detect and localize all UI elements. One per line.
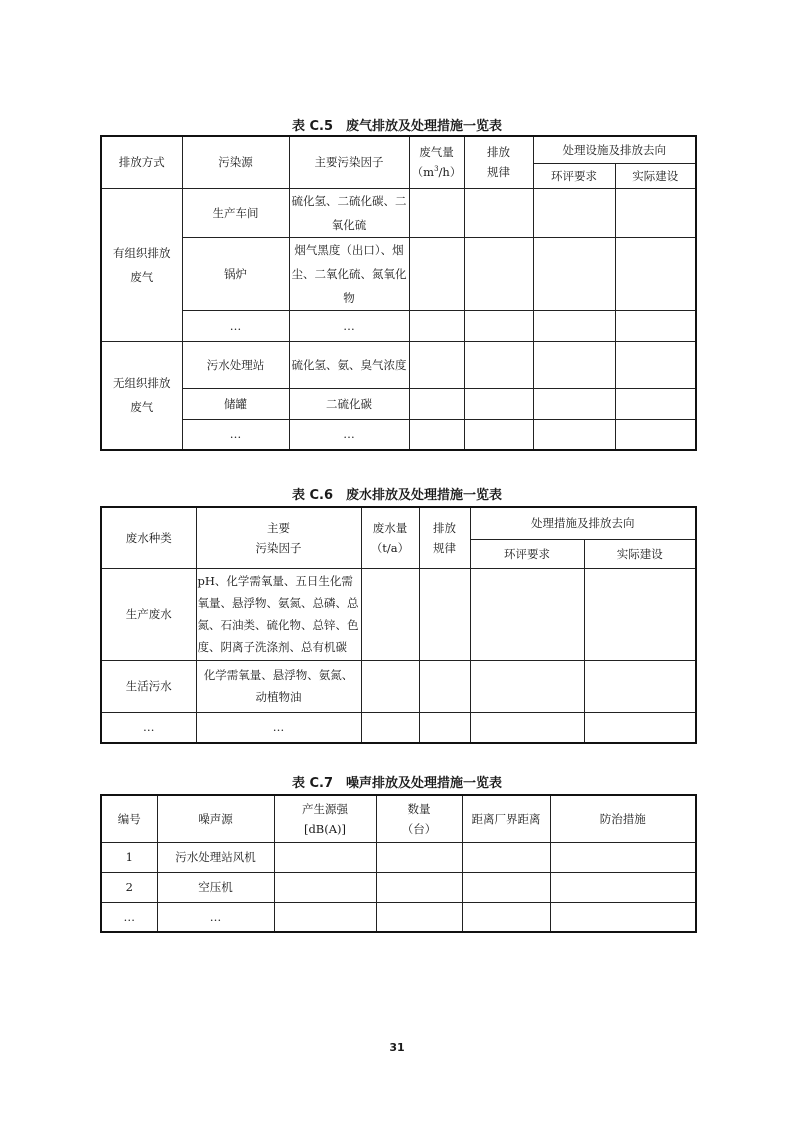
header-treatment: 处理措施及排放去向 [470,507,696,539]
table-cell: 生产废水 [101,568,196,660]
table-cell: 2 [101,872,157,902]
group-unorganized-emission: 无组织排放 废气 [101,341,182,450]
table-cell: … [196,712,361,743]
table-cell: 空压机 [157,872,274,902]
table-cell: 化学需氧量、悬浮物、氨氮、动植物油 [196,660,361,712]
header-actual-construction: 实际建设 [615,163,696,188]
gas-volume-label: 废气量 [419,145,454,160]
header-pollution-source: 污染源 [182,136,289,188]
header-emission-mode: 排放方式 [101,136,182,188]
gas-volume-unit: $(m^3/h)$ [411,165,462,180]
header-actual-construction: 实际建设 [584,539,696,568]
exhaust-gas-table [100,135,697,451]
table-cell: 污水处理站风机 [157,842,274,872]
wastewater-table [100,506,697,744]
header-eia-requirement: 环评要求 [533,163,615,188]
table-cell: … [289,310,409,341]
header-quantity: 数量 （台） [376,795,462,842]
table-cell: 污水处理站 [182,341,289,388]
header-main-factor: 主要 污染因子 [196,507,361,568]
table-cell: … [182,310,289,341]
header-control-measures: 防治措施 [550,795,696,842]
header-wastewater-type: 废水种类 [101,507,196,568]
table-cell: … [101,902,157,932]
table-c5-caption: 表 C.5 废气排放及处理措施一览表 [291,119,503,134]
table-cell: 储罐 [182,388,289,419]
header-main-factor: 主要污染因子 [289,136,409,188]
table-cell: 1 [101,842,157,872]
header-boundary-distance: 距离厂界距离 [462,795,550,842]
header-noise-source: 噪声源 [157,795,274,842]
header-emission-rule: 排放 规律 [464,136,533,188]
table-cell: … [101,712,196,743]
table-cell: 锅炉 [182,237,289,310]
table-c7-caption: 表 C.7 噪声排放及处理措施一览表 [291,776,503,791]
header-source-level: 产生源强 [dB(A)] [274,795,376,842]
header-gas-volume [409,136,464,188]
header-emission-rule: 排放 规律 [419,507,470,568]
header-number: 编号 [101,795,157,842]
table-cell: 生活污水 [101,660,196,712]
table-cell: pH、化学需氧量、五日生化需氧量、悬浮物、氨氮、总磷、总氮、石油类、硫化物、总锌、色度、阴离子洗涤剂、总有机碳 [196,568,361,660]
group-organized-emission: 有组织排放 废气 [101,188,182,341]
table-cell: 烟气黑度（出口）、烟尘、二氧化硫、氮氧化物 [289,237,409,310]
header-eia-requirement: 环评要求 [470,539,584,568]
noise-table [100,794,697,933]
table-c6-caption: 表 C.6 废水排放及处理措施一览表 [291,488,503,503]
header-treatment: 处理设施及排放去向 [533,136,696,163]
table-cell: … [289,419,409,450]
table-cell: 硫化氢、二硫化碳、二氧化硫 [289,188,409,237]
header-water-volume: 废水量 （t/a） [361,507,419,568]
table-cell: … [182,419,289,450]
page-number: 31 [389,1041,405,1054]
table-cell: 生产车间 [182,188,289,237]
table-cell: 二硫化碳 [289,388,409,419]
table-cell: 硫化氢、氨、臭气浓度 [289,341,409,388]
table-cell: … [157,902,274,932]
